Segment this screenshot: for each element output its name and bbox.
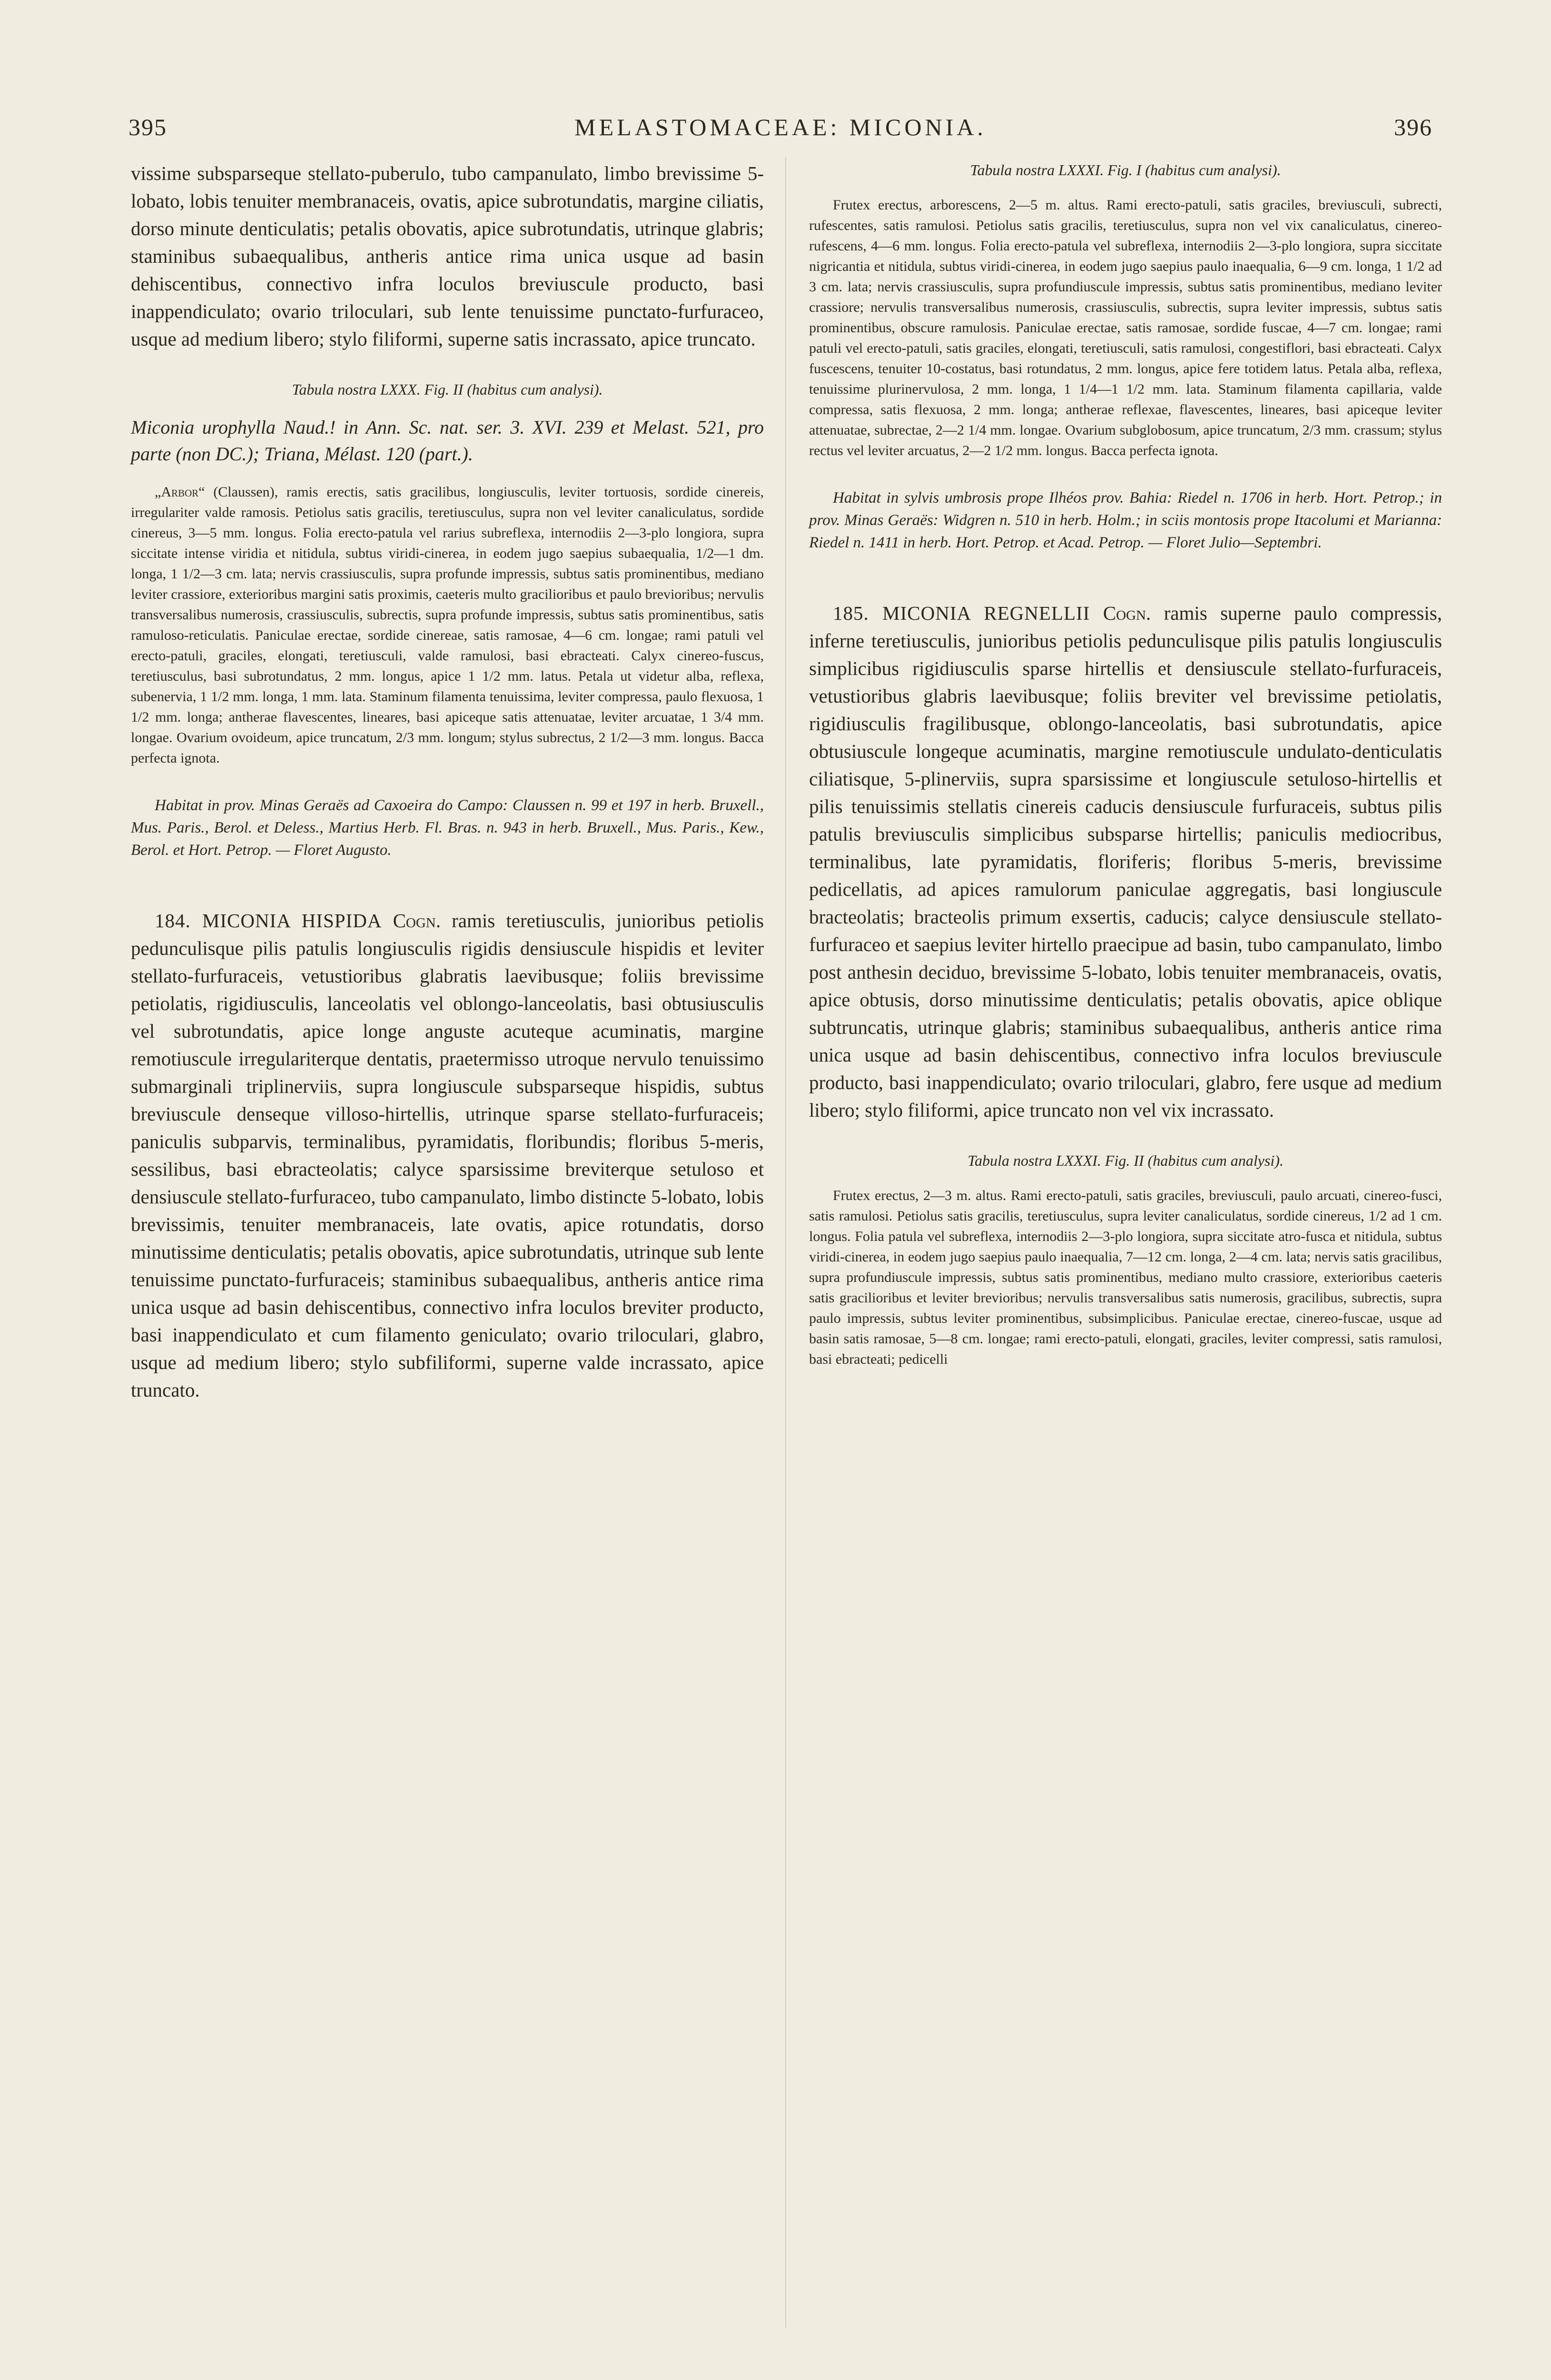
synonym-citation: Miconia urophylla Naud.! in Ann. Sc. nat. ser. 3. XVI. 239 et Melast. 521, pro parte (non DC.); Triana, Mélast. 120 (part.).: [131, 416, 764, 465]
page-number-left: 395: [128, 114, 167, 140]
plate-reference: Tabula nostra LXXX. Fig. II (habitus cum analysi).: [292, 381, 603, 398]
continued-description: vissime subsparseque stellato-puberulo, tubo campanulato, limbo brevissime 5-lobato, lobis tenuiter membranaceis, ovatis, apice subrotundatis, margine ciliatis, dorso minute denticulatis; petalis obovatis, apice subrotundatis, utrinque glabris; staminibus subaequalibus, antheris antice rima unica usque ad basin dehiscentibus, connectivo infra loculos breviuscule producto, basi inappendiculato; ovario triloculari, sub lente tenuissime punctato-furfuraceo, usque ad medium libero; stylo filiformi, superne satis incrassato, apice truncato.: [131, 162, 764, 350]
species-185-diagnosis: ramis superne paulo compressis, inferne teretiusculis, junioribus petiolis pedunculisque pilis patulis longiusculis simplicibus rigidiusculis sparse hirtellis et densiuscule stellato-furfuraceis, vetustioribus glabris laevibusque; foliis breviter vel brevissime petiolatis, rigidiusculis fragilibusque, oblongo-lanceolatis, basi subrotundatis, apice obtusiuscule longeque acuminatis, margine remotiuscule undulato-denticulatis ciliatisque, 5-plinerviis, supra sparsissime et longiuscule setuloso-hirtellis et pilis tenuissimis stellatis cinereis caducis densiuscule furfuraceis, subtus pilis patulis breviusculis simplicibus subsparse hirtellis; paniculis mediocribus, terminalibus, late pyramidatis, floriferis; floribus 5-meris, brevissime pedicellatis, ad apices ramulorum paniculae aggregatis, basi longiuscule bracteolatis; bracteolis primum exsertis, caducis; calyce densiuscule stellato-furfuraceo et saepius leviter hirtello praecipue ad basin, tubo campanulato, limbo post anthesin deciduo, brevissime 5-lobato, lobis tenuiter membranaceis, ovatis, apice obtusis, dorso minutissime denticulatis; petalis obovatis, apice oblique subtruncatis, utrinque glabris; staminibus subaequalibus, antheris antice rima unica usque ad basin dehiscentibus, connectivo infra loculos breviuscule producto, basi inappendiculato; ovario triloculari, glabro, fere usque ad medium libero; stylo filiformi, apice truncato non vel vix incrassato.: [809, 602, 1442, 1121]
species-185-author: Cogn.: [1103, 602, 1151, 624]
page-header: [128, 113, 1432, 151]
species-184-diagnosis: ramis teretiusculis, junioribus petiolis pedunculisque pilis patulis longiusculis rigidis densiuscule hispidis et leviter stellato-furfuraceis, vetustioribus glabratis laevibusque; foliis brevissime petiolatis, rigidiusculis, lanceolatis vel oblongo-lanceolatis, basi obtusiusculis vel subrotundatis, apice longe anguste acuteque acuminatis, margine remotiuscule irregulariterque dentatis, praetermisso utroque nervulo tenuissimo submarginali triplinerviis, supra longiuscule subsparseque hispidis, subtus breviuscule denseque villoso-hirtellis, utrinque sparse stellato-furfuraceis; paniculis subparvis, terminalibus, pyramidatis, floribundis; floribus 5-meris, sessilibus, basi ebracteolatis; calyce sparsissime breviterque setuloso et densiuscule stellato-furfuraceo, tubo campanulato, limbo distincte 5-lobato, lobis brevissimis, tenuiter membranaceis, late ovatis, apice rotundatis, dorso minutissime denticulatis; petalis obovatis, apice subrotundatis, utrinque sub lente tenuissime punctato-furfuraceis; staminibus subaequalibus, antheris antice rima unica usque ad basin dehiscentibus, connectivo infra loculos breviter producto, basi inappendiculato et cum filamento geniculato; ovario triloculari, glabro, usque ad medium libero; stylo subfiliformi, superne valde incrassato, apice truncato.: [131, 910, 764, 1401]
species-description: Frutex erectus, 2—3 m. altus. Rami erecto-patuli, satis graciles, breviusculi, paulo arcuati, cinereo-fusci, satis ramulosi. Petiolus satis gracilis, teretiusculus, supra leviter canaliculatus, sordide cinereus, 1/2 ad 1 cm. longus. Folia patula vel subreflexa, internodiis 2—3-plo longiora, supra siccitate atro-fusca et nitidula, subtus viridi-cinerea, in eodem jugo saepius paulo inaequalia, 7—12 cm. longa, 2—4 cm. lata; nervis satis gracilibus, supra profundiuscule impressis, subtus satis prominentibus, mediano multo crassiore, exterioribus caeteris satis gracilioribus et leviter brevioribus; nervulis transversalibus satis numerosis, gracilibus, subrectis, supra paulo impressis, subtus leviter prominentibus, subsimplicibus. Paniculae erectae, cinereo-fuscae, usque ad basin satis ramosae, 5—8 cm. longae; rami erecto-patuli, elongati, graciles, leviter compressi, satis ramulosi, basi ebracteati; pedicelli: [809, 1188, 1442, 1367]
species-184-entry: [131, 907, 764, 1404]
right-column: [809, 159, 1442, 1369]
species-185-title: 185. MICONIA REGNELLII: [833, 602, 1090, 624]
left-column: [131, 159, 764, 1404]
species-description: Frutex erectus, arborescens, 2—5 m. altus. Rami erecto-patuli, satis graciles, breviusculi, subrecti, rufescentes, satis ramulosi. Petiolus satis gracilis, teretiusculus, supra non vel vix canaliculatus, cinereo-rufescens, 4—6 mm. longus. Folia erecto-patula vel subreflexa, internodiis 2—3-plo longiora, supra siccitate nigricantia et nitidula, subtus viridi-cinerea, in eodem jugo saepius paulo inaequalia, 6—9 cm. longa, 1 1/2 ad 3 cm. lata; nervis crassiusculis, supra profundiuscule impressis, subtus satis prominentibus, mediano leviter crassiore; nervulis transversalibus numerosis, crassiusculis, subrectis, supra leviter impressis, subtus satis prominentibus, obscure ramulosis. Paniculae erectae, satis ramosae, sordide fuscae, 4—7 cm. longae; rami patuli vel erecto-patuli, satis graciles, elongati, teretiusculi, satis ramulosi, congestiflori, basi ebracteati. Calyx fuscescens, tenuiter 10-costatus, basi rotundatus, 2 mm. longus, apice fere totidem latus. Petala alba, reflexa, tenuissime plurinervulosa, 2 mm. longa, 1 1/4—1 1/2 mm. lata. Staminum filamenta capillaria, valde compressa, satis flexuosa, 2 mm. longa; antherae reflexae, flavescentes, lineares, basi apiceque leviter attenuatae, subrectae, 2—2 1/4 mm. longae. Ovarium subglobosum, apice truncatum, 2/3 mm. crassum; stylus rectus vel leviter arcuatus, 2—2 1/2 mm. longus. Bacca perfecta ignota.: [809, 197, 1442, 458]
description-text: (Claussen), ramis erectis, satis gracilibus, longiusculis, leviter tortuosis, sordide cinereis, irregulariter valde ramosis. Petiolus satis gracilis, teretiusculus, supra non vel leviter canaliculatus, sordide cinereus, 3—5 mm. longus. Folia erecto-patula vel rarius subreflexa, internodiis 2—3-plo longiora, supra siccitate intense viridia et nitidula, subtus viridi-cinerea, in eodem jugo saepius subaequalia, 1/2—1 dm. longa, 1 1/2—3 cm. lata; nervis crassiusculis, supra profunde impressis, subtus satis prominentibus, mediano leviter crassiore, exterioribus margini satis proximis, caeteris multo gracilioribus et paulo brevioribus; nervulis transversalibus numerosis, crassiusculis, subrectis, supra profunde impressis, subtus satis prominentibus, satis ramuloso-reticulatis. Paniculae erectae, sordide cinereae, satis ramosae, 4—6 cm. longae; rami patuli vel erecto-patuli, graciles, elongati, teretiusculi, valde ramulosi, basi ebracteati. Calyx cinereo-fuscus, teretiusculus, basi subrotundatus, 2 mm. longus, apice 1 1/2 mm. latus. Petala ut videtur alba, reflexa, subenervia, 1 1/2 mm. longa, 1 mm. lata. Staminum filamenta tenuissima, leviter compressa, paulo flexuosa, 1 1/2 mm. longa; antherae flavescentes, lineares, basi apiceque satis attenuatae, leviter arcuatae, 1 3/4 mm. longae. Ovarium ovoideum, apice truncatum, 2/3 mm. longum; stylus subrectus, 2 1/2—3 mm. longus. Bacca perfecta ignota.: [131, 484, 764, 766]
species-184-title: 184. MICONIA HISPIDA: [155, 910, 382, 932]
plate-reference: Tabula nostra LXXXI. Fig. I (habitus cum analysi).: [970, 161, 1281, 178]
species-184-author: Cogn.: [393, 910, 441, 932]
habitat-note: Habitat in prov. Minas Geraës ad Caxoeira do Campo: Claussen n. 99 et 197 in herb. Bruxell., Mus. Paris., Berol. et Deless., Martius Herb. Fl. Bras. n. 943 in herb. Bruxell., Mus. Paris., Kew., Berol. et Hort. Petrop. — Floret Augusto.: [131, 797, 764, 859]
habitat-note: Habitat in sylvis umbrosis prope Ilhéos prov. Bahia: Riedel n. 1706 in herb. Hort. Petrop.; in prov. Minas Geraës: Widgren n. 510 in herb. Holm.; in sciis montosis prope Itacolumi et Marianna: Riedel n. 1411 in herb. Hort. Petrop. et Acad. Petrop. — Floret Julio—Septembri.: [809, 489, 1442, 551]
running-head: MELASTOMACEAE: MICONIA.: [574, 114, 987, 140]
species-description: [131, 482, 764, 768]
page-number-right: 396: [1394, 114, 1432, 140]
plate-reference: Tabula nostra LXXXI. Fig. II (habitus cum analysi).: [968, 1152, 1284, 1169]
column-divider: [785, 157, 786, 2328]
description-lead: „Arbor“: [155, 484, 205, 500]
species-185-entry: [809, 599, 1442, 1124]
